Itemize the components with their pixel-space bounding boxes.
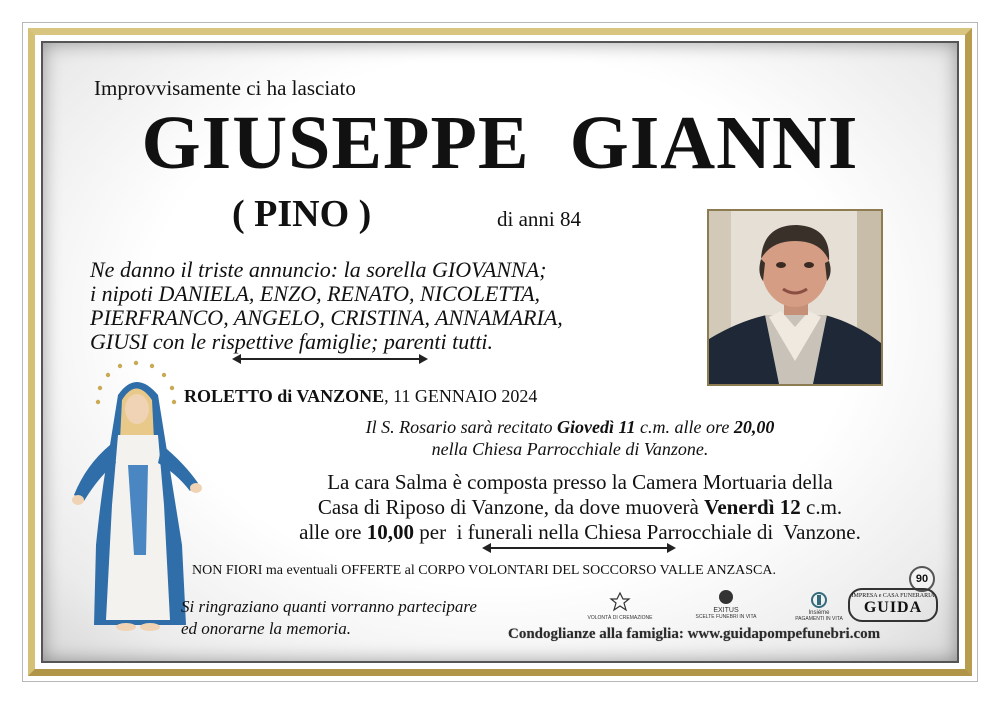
intro-text: Improvvisamente ci ha lasciato [94, 76, 356, 100]
rosary-info [0, 416, 1000, 460]
deceased-name: GIUSEPPE GIANNI [141, 101, 859, 185]
donation-note: NON FIORI ma eventuali OFFERTE al CORPO VOLONTARI DEL SOCCORSO VALLE ANZASCA. [192, 563, 776, 578]
funeral-time: 10,00 [366, 520, 414, 544]
logo-sublabel: PAGAMENTI IN VITA [795, 616, 843, 622]
logo-label: VOLONTÀ DI CREMAZIONE [587, 615, 653, 621]
age: di anni 84 [497, 207, 581, 231]
rosary-text: Il S. Rosario sarà recitato [365, 417, 558, 437]
funeral-text: c.m. [800, 495, 843, 519]
place-date-text: , 11 GENNAIO 2024 [384, 386, 538, 406]
funeral-info [0, 470, 1000, 545]
exitus-logo [683, 589, 769, 620]
insieme-icon [809, 592, 829, 608]
logo-label: EXITUS [713, 607, 739, 614]
logo-sublabel: SCELTE FUNEBRI IN VITA [695, 614, 757, 620]
nickname: ( PINO ) [232, 193, 372, 235]
divider-ornament [232, 354, 428, 364]
cremation-logo [580, 591, 660, 621]
portrait-photo [707, 209, 883, 386]
funeral-text: per i funerali nella Chiesa Parrocchiale di Vanzone. [414, 520, 861, 544]
place-town: ROLETTO di VANZONE [184, 386, 385, 406]
place-date [184, 386, 537, 407]
funeral-text: alle ore [299, 520, 367, 544]
family-line: GIUSI con le rispettive famiglie; parenti tutti. [90, 329, 494, 354]
guida-tagline: IMPRESA e CASA FUNERARIA [851, 593, 935, 599]
condolences-link[interactable]: Condoglianze alla famiglia: www.guidapompefunebri.com [508, 626, 881, 642]
family-announcement [90, 258, 563, 354]
thanks-line: Si ringraziano quanti vorranno partecipare [181, 597, 477, 616]
thanks-note [181, 596, 477, 640]
portrait-image [709, 211, 881, 384]
rosary-text: c.m. alle ore [635, 417, 734, 437]
anniversary-badge: 90 [909, 566, 935, 592]
exitus-icon [714, 589, 738, 605]
family-line: i nipoti DANIELA, ENZO, RENATO, NICOLETTA, [90, 281, 541, 306]
insieme-logo [784, 592, 854, 622]
funeral-line: La cara Salma è composta presso la Camera Mortuaria della [327, 470, 833, 494]
guida-logo [848, 588, 938, 622]
guida-name: GUIDA [863, 599, 923, 616]
thanks-line: ed onorarne la memoria. [181, 619, 351, 638]
rosary-time: 20,00 [733, 417, 775, 437]
family-line: Ne danno il triste annuncio: la sorella GIOVANNA; [90, 257, 547, 282]
rosary-day: Giovedì 11 [557, 417, 636, 437]
rosary-location: nella Chiesa Parrocchiale di Vanzone. [431, 439, 709, 459]
divider-ornament [482, 543, 676, 553]
family-line: PIERFRANCO, ANGELO, CRISTINA, ANNAMARIA, [90, 305, 563, 330]
funeral-day: Venerdì 12 [704, 495, 801, 519]
cremation-icon [605, 591, 635, 613]
funeral-text: Casa di Riposo di Vanzone, da dove muoverà [317, 495, 705, 519]
logo-label: Insiéme [808, 610, 830, 616]
